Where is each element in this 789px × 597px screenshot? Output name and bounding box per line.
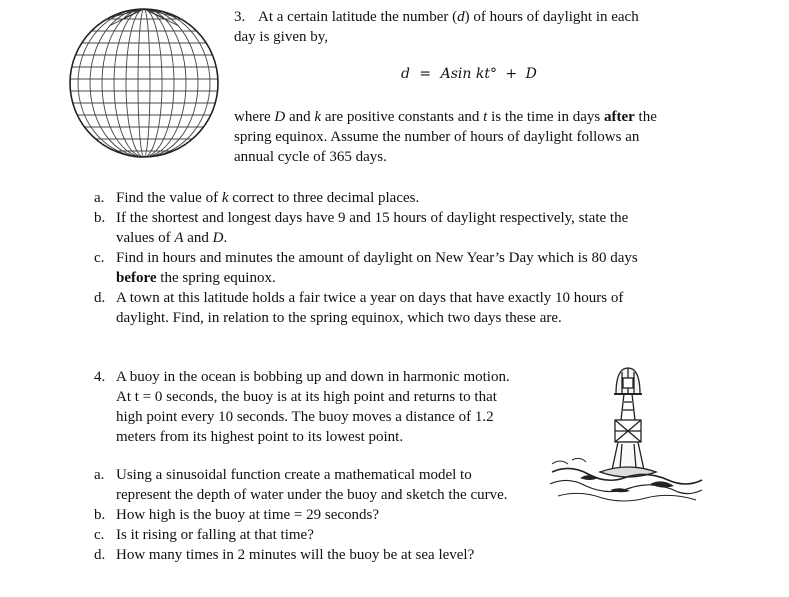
q4-line4: meters from its highest point to its lowest point. bbox=[116, 429, 404, 445]
q3-part-d-line2: daylight. Find, in relation to the spring equinox, which two days these are. bbox=[116, 310, 562, 326]
q3-part-c-line2: before the spring equinox. bbox=[116, 270, 276, 286]
q4-line1: A buoy in the ocean is bobbing up and down in harmonic motion. bbox=[116, 369, 510, 385]
q3-where-line3: annual cycle of 365 days. bbox=[234, 149, 387, 165]
q3-equation: d = Asin kt° + D bbox=[401, 66, 537, 82]
q4-part-d: d. How many times in 2 minutes will the buoy be at sea level? bbox=[94, 547, 475, 563]
q4-part-c: c. Is it rising or falling at that time? bbox=[94, 527, 314, 543]
q3-intro-line1: At a certain latitude the number (d) of hours of daylight in each bbox=[258, 9, 639, 25]
q4-line3: high point every 10 seconds. The buoy moves a distance of 1.2 bbox=[116, 409, 494, 425]
q3-part-b-line2: values of A and D. bbox=[116, 230, 228, 246]
q3-part-a: a. Find the value of k correct to three decimal places. bbox=[94, 190, 420, 206]
q3-where-line1: where D and k are positive constants and t is the time in days after the bbox=[234, 109, 657, 125]
q3-part-b: b. If the shortest and longest days have 9 and 15 hours of daylight respectively, state the bbox=[94, 210, 629, 226]
globe-icon bbox=[64, 4, 224, 162]
q4-part-a-line2: represent the depth of water under the buoy and sketch the curve. bbox=[116, 487, 508, 503]
q3-where-line2: spring equinox. Assume the number of hours of daylight follows an bbox=[234, 129, 640, 145]
q4-number: 4. bbox=[94, 369, 106, 385]
q3-number: 3. bbox=[234, 9, 246, 25]
q4-part-a: a. Using a sinusoidal function create a mathematical model to bbox=[94, 467, 472, 483]
buoy-icon bbox=[550, 360, 705, 508]
q4-line2: At t = 0 seconds, the buoy is at its high point and returns to that bbox=[116, 389, 497, 405]
q4-part-b: b. How high is the buoy at time = 29 seconds? bbox=[94, 507, 380, 523]
q3-intro-line2: day is given by, bbox=[234, 29, 329, 45]
q3-part-d: d. A town at this latitude holds a fair twice a year on days that have exactly 10 hours of bbox=[94, 290, 624, 306]
q3-part-c: c. Find in hours and minutes the amount of daylight on New Year’s Day which is 80 days bbox=[94, 250, 638, 266]
